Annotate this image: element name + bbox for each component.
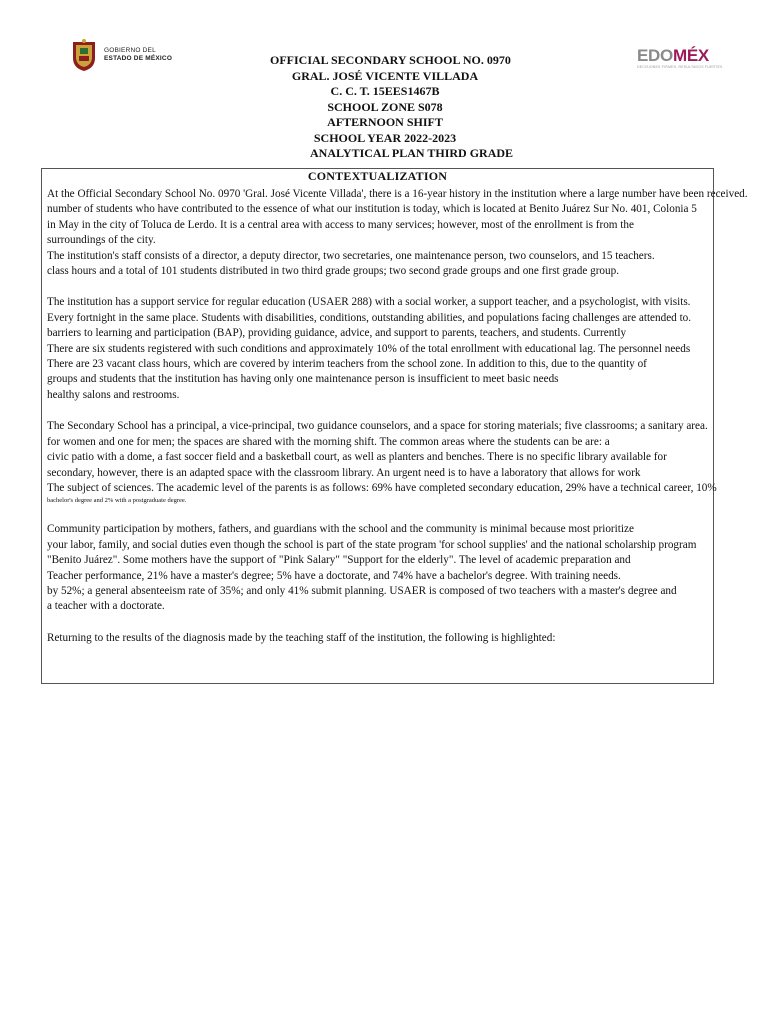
paragraph-line: a teacher with a doctorate. [47,600,165,613]
estado-mexico-seal-icon [70,38,98,72]
school-cct: C. C. T. 15EES1467B [330,84,440,98]
paragraph-line: by 52%; a general absenteeism rate of 35%; and only 41% submit planning. USAER is composed of two teachers with a master's degree and [47,584,677,597]
paragraph-line: secondary, however, there is an adapted space with the classroom library. An urgent need is to have a laboratory that allows for work [47,466,641,479]
paragraph-line: "Benito Juárez". Some mothers have the support of "Pink Salary" "Support for the elderly". The level of academic preparation and [47,554,631,567]
school-year: SCHOOL YEAR 2022-2023 [313,130,457,145]
school-title-block [270,53,514,162]
paragraph-line: At the Official Secondary School No. 0970 'Gral. José Vicente Villada', there is a 16-year history in the institution where a large number have been received. [47,188,748,200]
gov-estado-mexico-logo [70,38,172,72]
paragraph-line: for women and one for men; the spaces are shared with the morning shift. The common areas where the students can be are: a [47,435,610,448]
paragraph-line: in May in the city of Toluca de Lerdo. It is a central area with access to many services; however, most of the enrollment is from the [47,218,634,231]
edomex-accent: MÉX [672,46,709,65]
contextualization-box [41,168,748,684]
paragraph-line: The subject of sciences. The academic level of the parents is as follows: 69% have completed secondary education, 29% have a technical career, 10% [47,481,717,494]
paragraph-line: class hours and a total of 101 students distributed in two third grade groups; two second grade groups and one first grade group. [47,265,619,278]
paragraph-line: civic patio with a dome, a fast soccer field and a basketball court, as well as planters and benches. There is no specific library available for [47,451,667,464]
school-shift: AFTERNOON SHIFT [327,115,443,129]
school-honoree: GRAL. JOSÉ VICENTE VILLADA [291,68,479,83]
school-zone: SCHOOL ZONE S078 [327,99,443,114]
paragraph-line: barriers to learning and participation (BAP), providing guidance, advice, and support to parents, teachers, and students. Currently [47,327,627,340]
contextualization-body [47,187,748,646]
gov-logo-line1: GOBIERNO DEL [104,47,156,54]
paragraph-line: Community participation by mothers, fathers, and guardians with the school and the community is minimal because most prioritize [47,523,634,536]
paragraph-line-small: bachelor's degree and 2% with a postgraduate degree. [47,497,187,505]
paragraph-line: your labor, family, and social duties even though the school is part of the state program 'for school supplies' and the national scholarship program [47,538,697,551]
paragraph-line: Every fortnight in the same place. Students with disabilities, conditions, outstanding abilities, and populations facing challenges are attended to. [47,311,692,324]
paragraph-line: Teacher performance, 21% have a master's degree; 5% have a doctorate, and 74% have a bachelor's degree. With training needs. [47,569,621,582]
contextualization-heading: CONTEXTUALIZATION [307,169,448,183]
paragraph-line: Returning to the results of the diagnosis made by the teaching staff of the institution, the following is highlighted: [47,631,556,644]
paragraph-line: The Secondary School has a principal, a vice-principal, two guidance counselors, and a space for storing materials; five classrooms; a sanitary area. [47,420,708,433]
paragraph-line: The institution has a support service for regular education (USAER 288) with a social worker, a support teacher, and a psychologist, with visits. [47,296,691,309]
paragraph-line: The institution's staff consists of a director, a deputy director, two secretaries, one maintenance person, two counselors, and 15 teachers. [47,249,655,262]
plan-title: ANALYTICAL PLAN THIRD GRADE [310,146,514,160]
paragraph-line: surroundings of the city. [47,234,156,247]
edomex-tagline: DECISIONES FIRMES, RESULTADOS FUERTES [637,65,723,69]
paragraph-line: There are six students registered with such conditions and approximately 10% of the total enrollment with educational lag. The personnel needs [47,342,691,355]
paragraph-line: groups and students that the institution has having only one maintenance person is insufficient to meet basic needs [47,373,559,386]
edomex-prefix: EDO [637,46,673,65]
edomex-logo [637,47,723,69]
paragraph-line: There are 23 vacant class hours, which are covered by interim teachers from the school zone. In addition to this, due to the quantity of [47,358,647,371]
school-name: OFFICIAL SECONDARY SCHOOL NO. 0970 [270,53,511,67]
paragraph-line: number of students who have contributed to the essence of what our institution is today, which is located at Benito Juárez Sur No. 401, Colonia 5 [47,203,697,216]
paragraph-line: healthy salons and restrooms. [47,388,180,401]
gov-logo-line2: ESTADO DE MÉXICO [104,55,173,62]
